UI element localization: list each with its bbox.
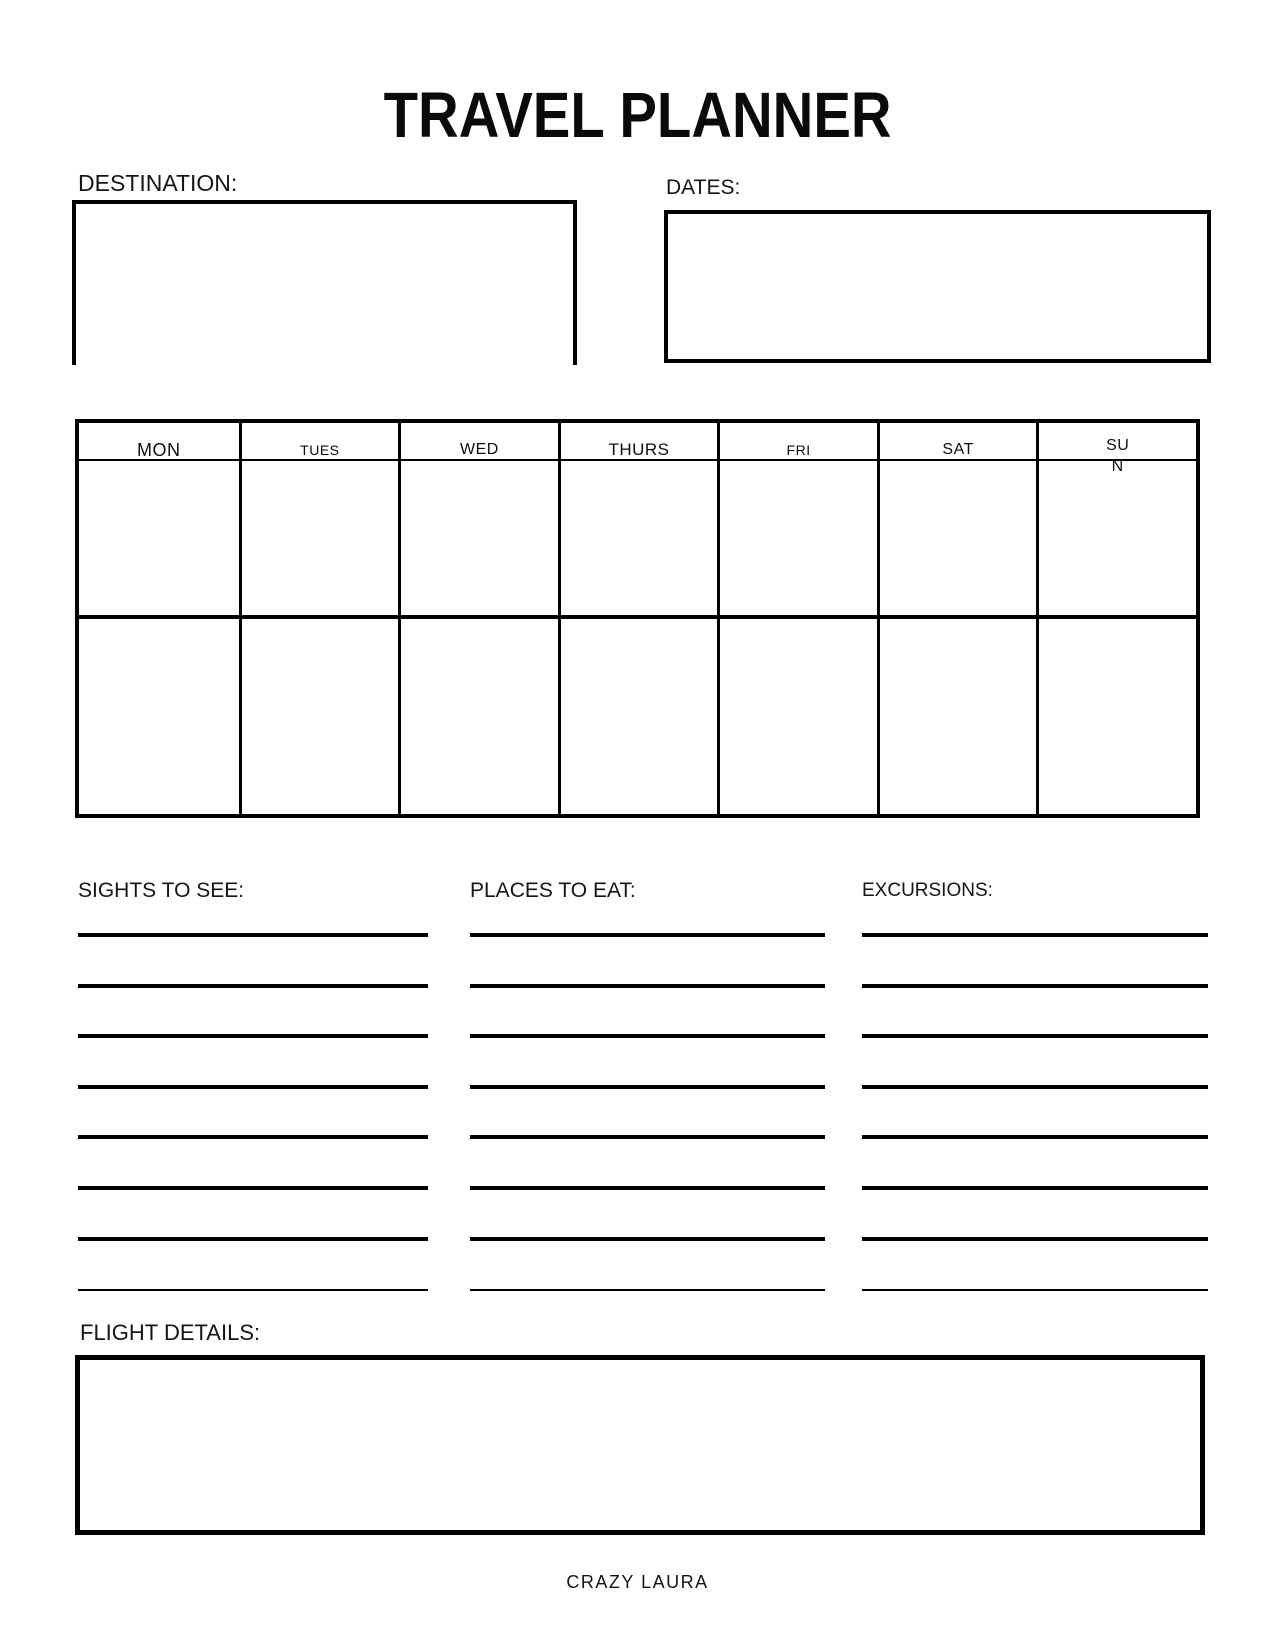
- sights-line-3[interactable]: [78, 1034, 428, 1038]
- week-table: [75, 419, 1200, 818]
- day-header-tues-label: TUES: [300, 442, 340, 458]
- day-header-sun-label: SUN: [1106, 437, 1130, 475]
- week-table-header-row: [79, 423, 1196, 475]
- sights-to-see-list: [78, 878, 428, 1291]
- flight-details-label: FLIGHT DETAILS:: [80, 1320, 261, 1345]
- excursions-label: EXCURSIONS:: [862, 880, 993, 901]
- calendar-cell-sun-1[interactable]: [1036, 461, 1196, 615]
- excursions-line-2[interactable]: [862, 984, 1208, 988]
- dates-input-box[interactable]: [664, 210, 1211, 363]
- calendar-cell-tues-1[interactable]: [239, 461, 399, 615]
- day-header-fri-label: FRI: [786, 442, 811, 458]
- sights-to-see-label: SIGHTS TO SEE:: [78, 879, 245, 902]
- places-line-7[interactable]: [470, 1237, 825, 1241]
- sights-line-4[interactable]: [78, 1085, 428, 1089]
- calendar-cell-fri-1[interactable]: [717, 461, 877, 615]
- calendar-cell-sat-2[interactable]: [877, 619, 1037, 814]
- destination-label: DESTINATION:: [78, 170, 238, 196]
- flight-details-input-box[interactable]: [75, 1355, 1205, 1535]
- calendar-cell-thurs-2[interactable]: [558, 619, 718, 814]
- footer-credit: CRAZY LAURA: [566, 1572, 709, 1592]
- excursions-line-4[interactable]: [862, 1085, 1208, 1089]
- places-to-eat-list: [470, 878, 825, 1291]
- sights-line-8[interactable]: [78, 1289, 428, 1291]
- day-header-sat-label: SAT: [942, 441, 974, 458]
- week-table-row-1: [79, 461, 1196, 619]
- sights-line-2[interactable]: [78, 984, 428, 988]
- dates-label: DATES:: [666, 176, 741, 199]
- calendar-cell-tues-2[interactable]: [239, 619, 399, 814]
- places-line-4[interactable]: [470, 1085, 825, 1089]
- sights-line-6[interactable]: [78, 1186, 428, 1190]
- places-line-2[interactable]: [470, 984, 825, 988]
- excursions-line-8[interactable]: [862, 1289, 1208, 1291]
- calendar-cell-sun-2[interactable]: [1036, 619, 1196, 814]
- places-line-3[interactable]: [470, 1034, 825, 1038]
- calendar-cell-mon-1[interactable]: [79, 461, 239, 615]
- calendar-cell-mon-2[interactable]: [79, 619, 239, 814]
- places-line-1[interactable]: [470, 933, 825, 937]
- day-header-thurs-label: THURS: [608, 440, 670, 459]
- calendar-cell-fri-2[interactable]: [717, 619, 877, 814]
- sights-line-7[interactable]: [78, 1237, 428, 1241]
- calendar-cell-wed-1[interactable]: [398, 461, 558, 615]
- places-to-eat-label: PLACES TO EAT:: [470, 879, 636, 902]
- excursions-list: [862, 878, 1208, 1291]
- excursions-line-1[interactable]: [862, 933, 1208, 937]
- excursions-line-5[interactable]: [862, 1135, 1208, 1139]
- destination-input-box[interactable]: [72, 200, 577, 365]
- sights-line-5[interactable]: [78, 1135, 428, 1139]
- page-title-text: TRAVEL PLANNER: [383, 79, 892, 151]
- calendar-cell-sat-1[interactable]: [877, 461, 1037, 615]
- day-header-wed-label: WED: [460, 441, 499, 458]
- page-title: [0, 78, 1275, 152]
- calendar-cell-wed-2[interactable]: [398, 619, 558, 814]
- places-line-5[interactable]: [470, 1135, 825, 1139]
- sights-line-1[interactable]: [78, 933, 428, 937]
- excursions-line-7[interactable]: [862, 1237, 1208, 1241]
- excursions-line-6[interactable]: [862, 1186, 1208, 1190]
- calendar-cell-thurs-1[interactable]: [558, 461, 718, 615]
- excursions-line-3[interactable]: [862, 1034, 1208, 1038]
- places-line-6[interactable]: [470, 1186, 825, 1190]
- week-table-row-2: [79, 619, 1196, 814]
- day-header-mon-label: MON: [137, 439, 181, 460]
- places-line-8[interactable]: [470, 1289, 825, 1291]
